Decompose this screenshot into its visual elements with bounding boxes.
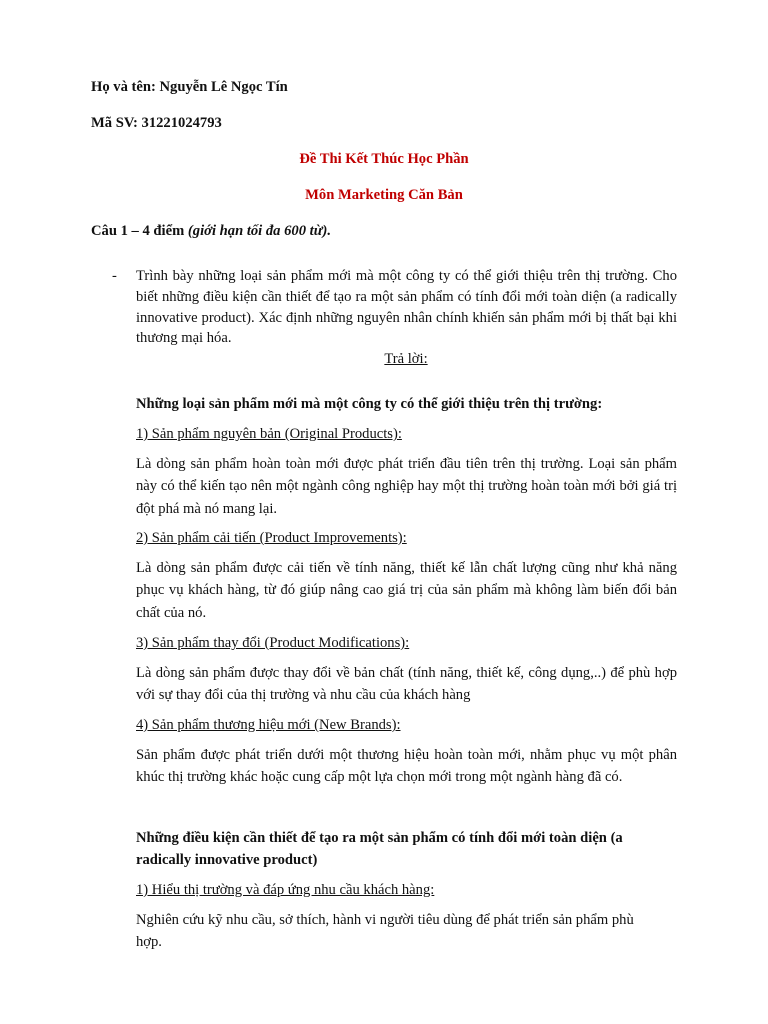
item-text: Là dòng sản phẩm được cải tiến về tính năng, thiết kế lẫn chất lượng cũng như khả năng phục vụ khách hàng, từ đó giúp nâng cao giá trị của sản phẩm mà không làm biến đổi bản chất của nó. (136, 560, 677, 621)
question-text: Trình bày những loại sản phẩm mới mà một công ty có thể giới thiệu trên thị trường. Cho biết những điều kiện cần thiết để tạo ra một sản phẩm có tính đổi mới toàn diện (a radically innovative product). Xác định những nguyên nhân chính khiến sản phẩm mới bị thất bại khi thương mại hóa. (136, 268, 677, 347)
question-number: Câu 1 – 4 điểm (91, 223, 185, 239)
item-text: Nghiên cứu kỹ nhu cầu, sở thích, hành vi người tiêu dùng để phát triển sản phẩm phù hợp. (136, 912, 634, 951)
item-title: 3) Sản phẩm thay đổi (Product Modifications): (136, 635, 410, 651)
item-text: Sản phẩm được phát triển dưới một thương hiệu hoàn toàn mới, nhằm phục vụ một phân khúc thị trường khác hoặc cung cấp một lựa chọn mới trong một ngành hàng đã có. (136, 747, 677, 786)
section2-heading-line1: Những điều kiện cần thiết để tạo ra một sản phẩm có tính đổi mới toàn diện (a (136, 830, 623, 846)
section2-heading-line2: radically innovative product) (136, 852, 318, 868)
item-title: 4) Sản phẩm thương hiệu mới (New Brands): (136, 717, 401, 733)
exam-title: Đề Thi Kết Thúc Học Phần (299, 151, 469, 167)
student-id: Mã SV: 31221024793 (91, 115, 222, 131)
item-text: Là dòng sản phẩm hoàn toàn mới được phát triển đầu tiên trên thị trường. Loại sản phẩm này có thể kiến tạo nên một ngành công nghiệp hay một thị trường hoàn toàn mới bởi giá trị đột phá mà nó mang lại. (136, 456, 677, 517)
item-text: Là dòng sản phẩm được thay đổi về bản chất (tính năng, thiết kế, công dụng,..) để phù hợp với sự thay đổi của thị trường và nhu cầu của khách hàng (136, 665, 677, 704)
course-title: Môn Marketing Căn Bản (305, 187, 463, 203)
item-title: 1) Sản phẩm nguyên bản (Original Products): (136, 426, 402, 442)
question-word-limit: (giới hạn tối đa 600 từ). (187, 223, 331, 239)
answer-label: Trả lời: (384, 351, 428, 367)
item-title: 1) Hiểu thị trường và đáp ứng nhu cầu khách hàng: (136, 882, 435, 898)
question-heading (91, 223, 331, 240)
student-name: Họ và tên: Nguyễn Lê Ngọc Tín (91, 79, 288, 95)
section1-heading: Những loại sản phẩm mới mà một công ty có thể giới thiệu trên thị trường: (136, 396, 603, 412)
item-title: 2) Sản phẩm cải tiến (Product Improvements): (136, 530, 407, 546)
question-bullet: - (112, 268, 117, 284)
